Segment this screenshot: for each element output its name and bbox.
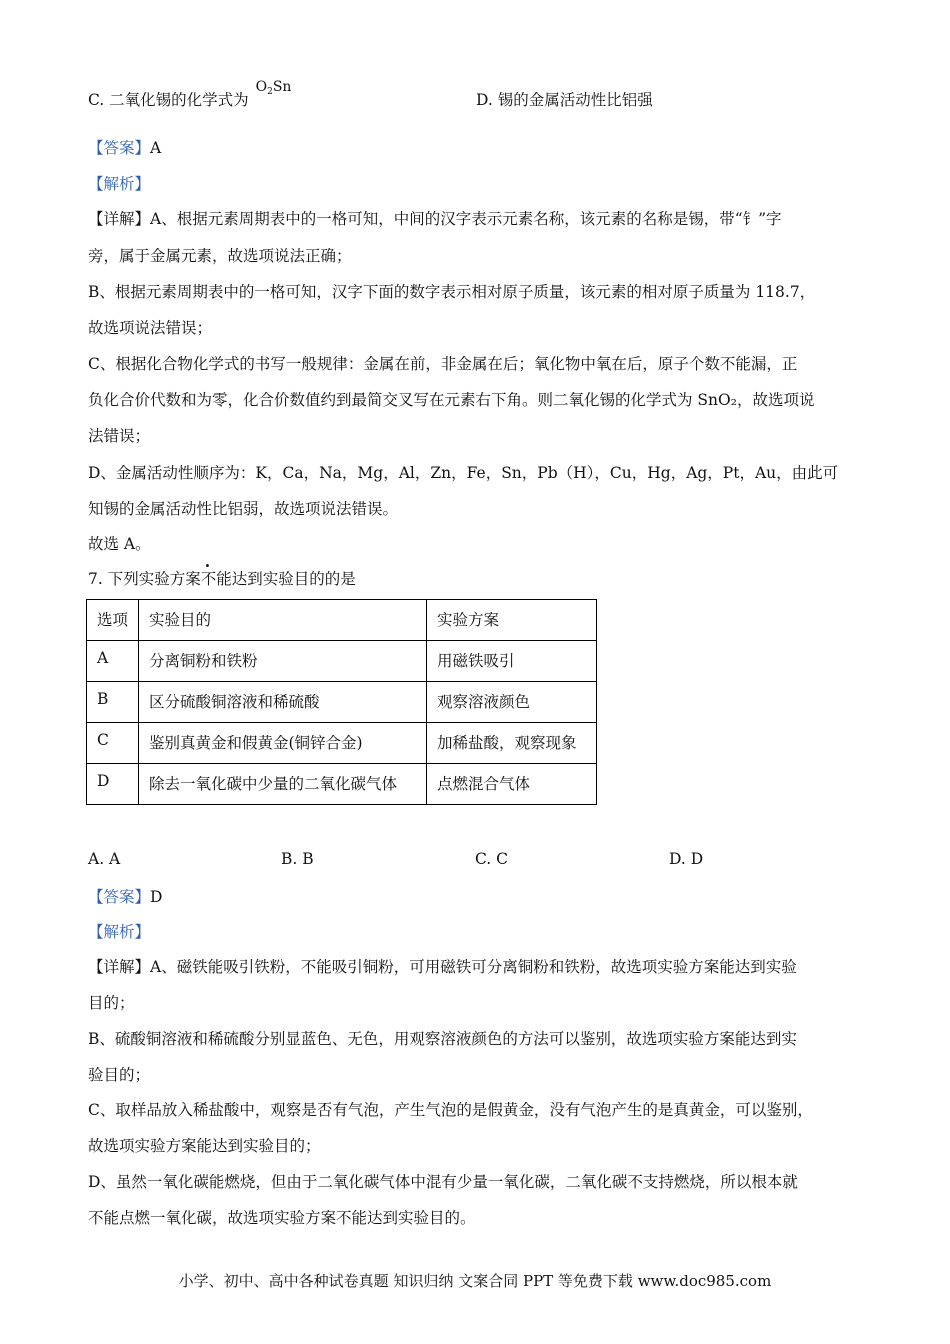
q6-detail-line: 知锡的金属活动性比铝弱，故选项说法错误。: [88, 500, 399, 518]
q7-answer: [88, 885, 162, 907]
q6-detail-line: D、金属活动性顺序为：K，Ca，Na，Mg，Al，Zn，Fe，Sn，Pb（H），Cu，Hg，Ag，Pt，Au，由此可: [88, 464, 839, 482]
q7-detail-line: 【详解】A、磁铁能吸引铁粉，不能吸引铜粉，可用磁铁可分离铜粉和铁粉，故选项实验方案能达到实验: [88, 958, 797, 976]
table-cell: C: [87, 723, 139, 764]
table-header-row: [87, 600, 597, 641]
answer-value: D: [150, 888, 163, 906]
table-cell: 区分硫酸铜溶液和稀硫酸: [139, 682, 427, 723]
q7-option-a: A. A: [88, 850, 121, 868]
q7-option-c: C. C: [475, 850, 509, 868]
q6-detail-line: 旁，属于金属元素，故选项说法正确；: [88, 247, 352, 265]
q7-detail-line: 目的；: [88, 994, 135, 1012]
q6-detail-line: 故选 A。: [88, 535, 151, 553]
q6-detail-line: C、根据化合物化学式的书写一般规律：金属在前，非金属在后；氧化物中氧在后，原子个数不能漏，正: [88, 355, 798, 373]
answer-tag: 【答案】: [88, 888, 151, 906]
table-cell: A: [87, 641, 139, 682]
table-cell: 点燃混合气体: [427, 764, 597, 805]
table-header-cell: 实验目的: [139, 600, 427, 641]
q6-detail-line: 【详解】A、根据元素周期表中的一格可知，中间的汉字表示元素名称，该元素的名称是锡，带“钅”字: [88, 210, 782, 228]
q7-stem-suffix: 达到实验目的的是: [231, 570, 356, 588]
q6-answer: [88, 136, 161, 158]
q7-stem: [88, 567, 356, 589]
q7-stem-prefix: 7. 下列实验方案: [88, 570, 201, 588]
q6-option-c-formula: [256, 79, 292, 95]
q7-detail-line: 故选项实验方案能达到实验目的；: [88, 1137, 321, 1155]
table-header-cell: 实验方案: [427, 600, 597, 641]
q7-analysis-tag: 【解析】: [88, 923, 151, 941]
q7-option-d: D. D: [669, 850, 704, 868]
q7-detail-line: 验目的；: [88, 1066, 151, 1084]
table-header-cell: 选项: [87, 600, 139, 641]
table-cell: 用磁铁吸引: [427, 641, 597, 682]
table-row: [87, 641, 597, 682]
q7-detail-line: B、硫酸铜溶液和稀硫酸分别显蓝色、无色，用观察溶液颜色的方法可以鉴别，故选项实验方案能达到实: [88, 1030, 797, 1048]
q6-option-c-text: C. 二氧化锡的化学式为: [88, 91, 249, 109]
q6-detail-line: 法错误；: [88, 427, 151, 445]
table-row: [87, 723, 597, 764]
formula-sub: 2: [267, 87, 273, 97]
answer-tag: 【答案】: [88, 139, 151, 157]
formula-sn: Sn: [272, 79, 292, 95]
table-cell: 分离铜粉和铁粉: [139, 641, 427, 682]
q7-detail-line: C、取样品放入稀盐酸中，观察是否有气泡，产生气泡的是假黄金，没有气泡产生的是真黄金，可以鉴别，: [88, 1101, 813, 1119]
q7-option-b: B. B: [281, 850, 314, 868]
q7-detail-line: 不能点燃一氧化碳，故选项实验方案不能达到实验目的。: [88, 1209, 476, 1227]
table-cell: 加稀盐酸，观察现象: [427, 723, 597, 764]
table-cell: 观察溶液颜色: [427, 682, 597, 723]
q7-stem-emphasis: [201, 570, 232, 588]
q6-analysis-tag: 【解析】: [88, 175, 151, 193]
q7-detail-line: D、虽然一氧化碳能燃烧，但由于二氧化碳气体中混有少量一氧化碳，二氧化碳不支持燃烧，所以根本就: [88, 1173, 798, 1191]
table-row: [87, 764, 597, 805]
page-footer: 小学、初中、高中各种试卷真题 知识归纳 文案合同 PPT 等免费下载 www.doc985.com: [178, 1272, 772, 1290]
formula-o: O: [255, 79, 268, 95]
table-cell: 除去一氧化碳中少量的二氧化碳气体: [139, 764, 427, 805]
q6-detail-line: B、根据元素周期表中的一格可知，汉字下面的数字表示相对原子质量，该元素的相对原子质量为 118.7，: [88, 283, 816, 301]
answer-value: A: [150, 139, 162, 157]
emphasis-text: 不能: [200, 570, 232, 588]
table-cell: D: [87, 764, 139, 805]
q6-option-d: D. 锡的金属活动性比铝强: [476, 91, 653, 109]
q6-detail-line: 负化合价代数和为零，化合价数值约到最简交叉写在元素右下角。则二氧化锡的化学式为 SnO₂，故选项说: [88, 391, 815, 409]
q6-detail-line: 故选项说法错误；: [88, 319, 213, 337]
q6-option-c: [88, 79, 292, 111]
table-row: [87, 682, 597, 723]
table-cell: 鉴别真黄金和假黄金(铜锌合金): [139, 723, 427, 764]
experiment-table: [86, 599, 597, 805]
table-cell: B: [87, 682, 139, 723]
